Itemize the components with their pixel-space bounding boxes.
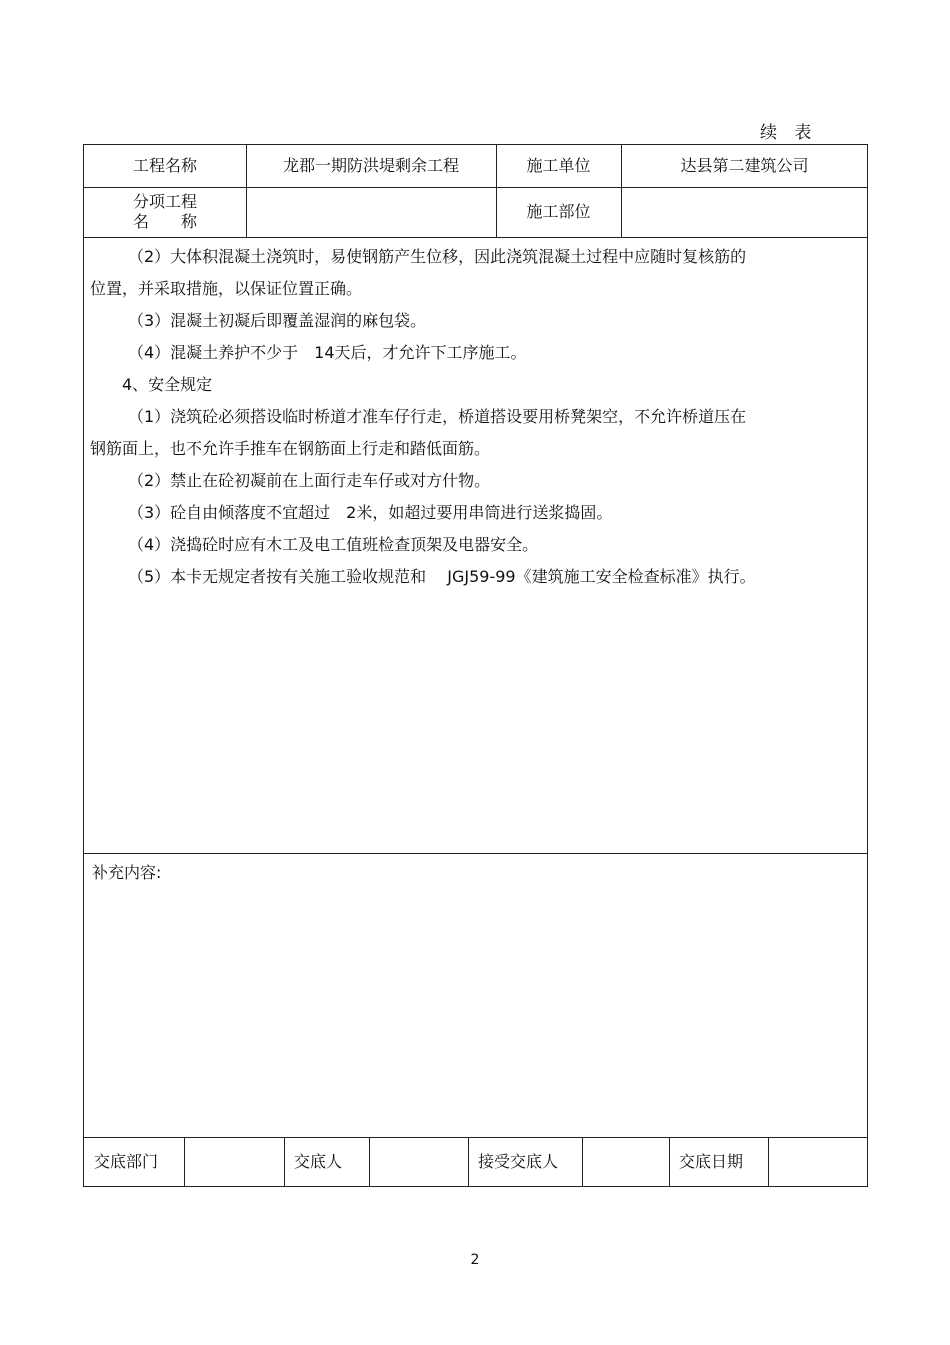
content-paragraph: （5）本卡无规定者按有关施工验收规范和 JGJ59-99《建筑施工安全检查标准》执行。 bbox=[128, 567, 756, 586]
continued-table-label: 续 表 bbox=[760, 123, 818, 143]
sub-item-label-line1: 分项工程 bbox=[132, 192, 197, 211]
date-value bbox=[768, 1137, 868, 1187]
construction-part-label: 施工部位 bbox=[526, 202, 591, 221]
content-paragraph: （1）浇筑砼必须搭设临时桥道才准车仔行走，桥道搭设要用桥凳架空，不允许桥道压在 bbox=[128, 407, 747, 426]
sub-item-value bbox=[246, 187, 496, 237]
disclosure-form bbox=[83, 144, 868, 1187]
date-label: 交底日期 bbox=[679, 1152, 744, 1171]
content-paragraph: 位置，并采取措施，以保证位置正确。 bbox=[90, 279, 363, 298]
project-name-value: 龙郡一期防洪堤剩余工程 bbox=[282, 156, 459, 175]
content-paragraph: （3）混凝土初凝后即覆盖湿润的麻包袋。 bbox=[128, 311, 427, 330]
row-divider bbox=[84, 237, 867, 238]
row-divider bbox=[84, 853, 867, 854]
construction-unit-label: 施工单位 bbox=[526, 156, 591, 175]
discloser-value bbox=[369, 1137, 468, 1187]
dept-label: 交底部门 bbox=[94, 1152, 159, 1171]
content-paragraph: 钢筋面上，也不允许手推车在钢筋面上行走和踏低面筋。 bbox=[90, 439, 491, 458]
construction-unit-value: 达县第二建筑公司 bbox=[680, 156, 809, 175]
dept-value bbox=[184, 1137, 284, 1187]
section-heading: 4、安全规定 bbox=[122, 375, 213, 394]
sub-item-label bbox=[84, 187, 246, 237]
content-paragraph: （4）浇捣砼时应有木工及电工值班检查顶架及电器安全。 bbox=[128, 535, 539, 554]
discloser-label: 交底人 bbox=[294, 1152, 343, 1171]
receiver-label: 接受交底人 bbox=[478, 1152, 559, 1171]
project-name-label: 工程名称 bbox=[132, 156, 197, 175]
content-paragraph: （4）混凝土养护不少于 14天后，才允许下工序施工。 bbox=[128, 343, 527, 362]
receiver-value bbox=[582, 1137, 669, 1187]
content-paragraph: （2）禁止在砼初凝前在上面行走车仔或对方什物。 bbox=[128, 471, 491, 490]
content-paragraph: （2）大体积混凝土浇筑时，易使钢筋产生位移，因此浇筑混凝土过程中应随时复核筋的 bbox=[128, 247, 747, 266]
sub-item-label-line2: 名 称 bbox=[132, 212, 197, 231]
content-paragraph: （3）砼自由倾落度不宜超过 2米，如超过要用串筒进行送浆捣固。 bbox=[128, 503, 613, 522]
construction-part-value bbox=[621, 187, 868, 237]
supplement-label: 补充内容: bbox=[92, 863, 162, 882]
page-number: 2 bbox=[470, 1252, 480, 1268]
disclosure-content bbox=[84, 241, 869, 593]
